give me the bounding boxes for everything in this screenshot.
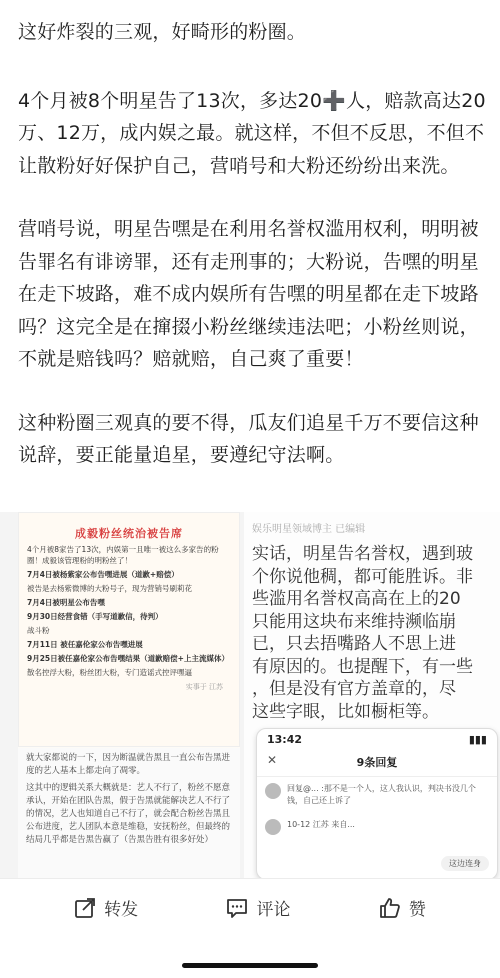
screenshot-paragraph: 这其中的逻辑关系大概就是：艺人不行了，粉丝不愿意承认，开始在团队告黑，假于告黑就能解决艺人不行了的情况，艺人也知道自己不行了，就会配合粉丝告黑且公布进度，艺人团队本意是维稳，安抚粉丝，但最终的结局几乎都是告黑告赢了（告黑告胜有很多好处）: [26, 783, 231, 845]
image-right[interactable]: [244, 512, 500, 878]
image-left[interactable]: [18, 512, 240, 878]
comment-meta: [257, 813, 497, 841]
article-paragraph: 这种粉圈三观真的要不得，瓜友们追星千万不要信这种说辞，要正能量追星，要遵纪守法啊。: [18, 411, 479, 466]
poster-line: 9月30日经营食错（手写道歉信，待判）: [27, 612, 163, 621]
comment-meta-text: 10-12 江苏 来自...: [287, 820, 355, 829]
comment-button[interactable]: [226, 895, 290, 920]
comment-item: [257, 777, 497, 813]
comment-text: 回复@... :那不是一个人，这人我认识，判决书没几个钱，自己还上诉了: [287, 784, 476, 805]
poster-line: 7月4日被杨紫家公布告嘿进展（道歉+赔偿）: [27, 570, 179, 579]
comment-icon: [226, 897, 248, 919]
image-text-line: 这些字眼，比如橱柜等。: [252, 701, 439, 722]
repost-label: 转发: [104, 900, 139, 920]
phone-title-text: 9条回复: [356, 756, 398, 769]
article-paragraph: 4个月被8个明星告了13次，多达20➕人，赔款高达20万、12万，成内娱之最。就这样，不但不反思，不但不让散粉好好保护自己，营哨号和大粉还纷纷出来洗。: [18, 89, 486, 177]
avatar: [265, 819, 281, 835]
poster-line: 7月11日 被任嘉伦家公布告嘿进展: [27, 640, 143, 649]
thumbs-up-icon: [379, 897, 401, 919]
avatar: [265, 783, 281, 799]
image-header: 娱乐明星领域博主 已编辑: [252, 524, 366, 535]
image-text-line: 实话，明星告名誉权，遇到玻: [252, 544, 473, 564]
poster: [18, 512, 240, 747]
poster-caption: 实事于 江苏: [185, 683, 223, 691]
phone-title: [257, 750, 497, 777]
screenshot-text: [18, 748, 240, 878]
image-text-line: 有原因的。也提醒下，有一些: [252, 656, 473, 677]
image-text-line: 些滥用名誉权高高在上的20: [252, 589, 461, 609]
repost-button[interactable]: [74, 895, 138, 920]
screenshot-paragraph: 就大家都说的一下，因为断温就告黑且一直公布告黑进度的艺人基本上都走向了凋零。: [26, 753, 231, 776]
poster-title: 成毅粉丝统治被告席: [75, 527, 183, 540]
poster-line: 4个月被8家告了13次，内娱第一且唯一被这么多家告的粉圈！成毅该管理粉的明粉丝了！: [27, 545, 219, 565]
article-paragraph: 这好炸裂的三观，好畸形的粉圈。: [18, 21, 307, 43]
reply-chip: 这边连身: [441, 856, 489, 871]
phone-time: 13:42: [267, 733, 303, 746]
poster-line: 战斗粉: [27, 626, 50, 635]
poster-line: 被告是去杨紫微博的大粉号子，现为营销号刷莉花: [27, 584, 192, 593]
repost-icon: [74, 897, 96, 919]
phone-status-bar: [257, 729, 497, 750]
image-text-line: 只能用这块布来维持濒临崩: [252, 611, 456, 632]
image-text-line: 已，只去捂嘴路人不思上进: [252, 634, 456, 654]
home-indicator: [182, 963, 318, 968]
article-paragraph: 营哨号说，明星告嘿是在利用名誉权滥用权利，明明被告罪名有诽谤罪，还有走刑事的；大粉说，告嘿的明星在走下坡路，难不成内娱所有告嘿的明星都在走下坡路吗？这完全是在撺掇小粉丝继续违法吧；小粉丝则说，不就是赔钱吗？赔就赔，自己爽了重要！: [18, 218, 479, 370]
poster-line: 9月25日被任嘉伦家公布告嘿结果（道歉赔偿+上主流媒体）: [27, 654, 229, 663]
like-label: 赞: [408, 900, 426, 920]
comment-label: 评论: [256, 900, 291, 920]
article-body: [18, 16, 486, 503]
signal-icon: ▮▮▮: [468, 733, 487, 746]
image-text-line: 个你说他稠，都可能胜诉。非: [252, 566, 473, 587]
poster-line: 7月4日被明星公布告嘿: [27, 598, 105, 607]
phone-screenshot: [256, 728, 498, 878]
image-gallery[interactable]: [0, 512, 500, 878]
action-row: [0, 879, 500, 936]
like-button[interactable]: [379, 895, 426, 920]
bottom-action-bar: [0, 878, 500, 978]
poster-line: 散名控浮大粉，粉丝团大粉，专门造谣式控评嘿逼: [27, 668, 192, 677]
close-icon: ✕: [267, 753, 278, 767]
image-text-block: [244, 539, 500, 727]
image-text-line: ，但是没有官方盖章的，尽: [252, 679, 456, 699]
